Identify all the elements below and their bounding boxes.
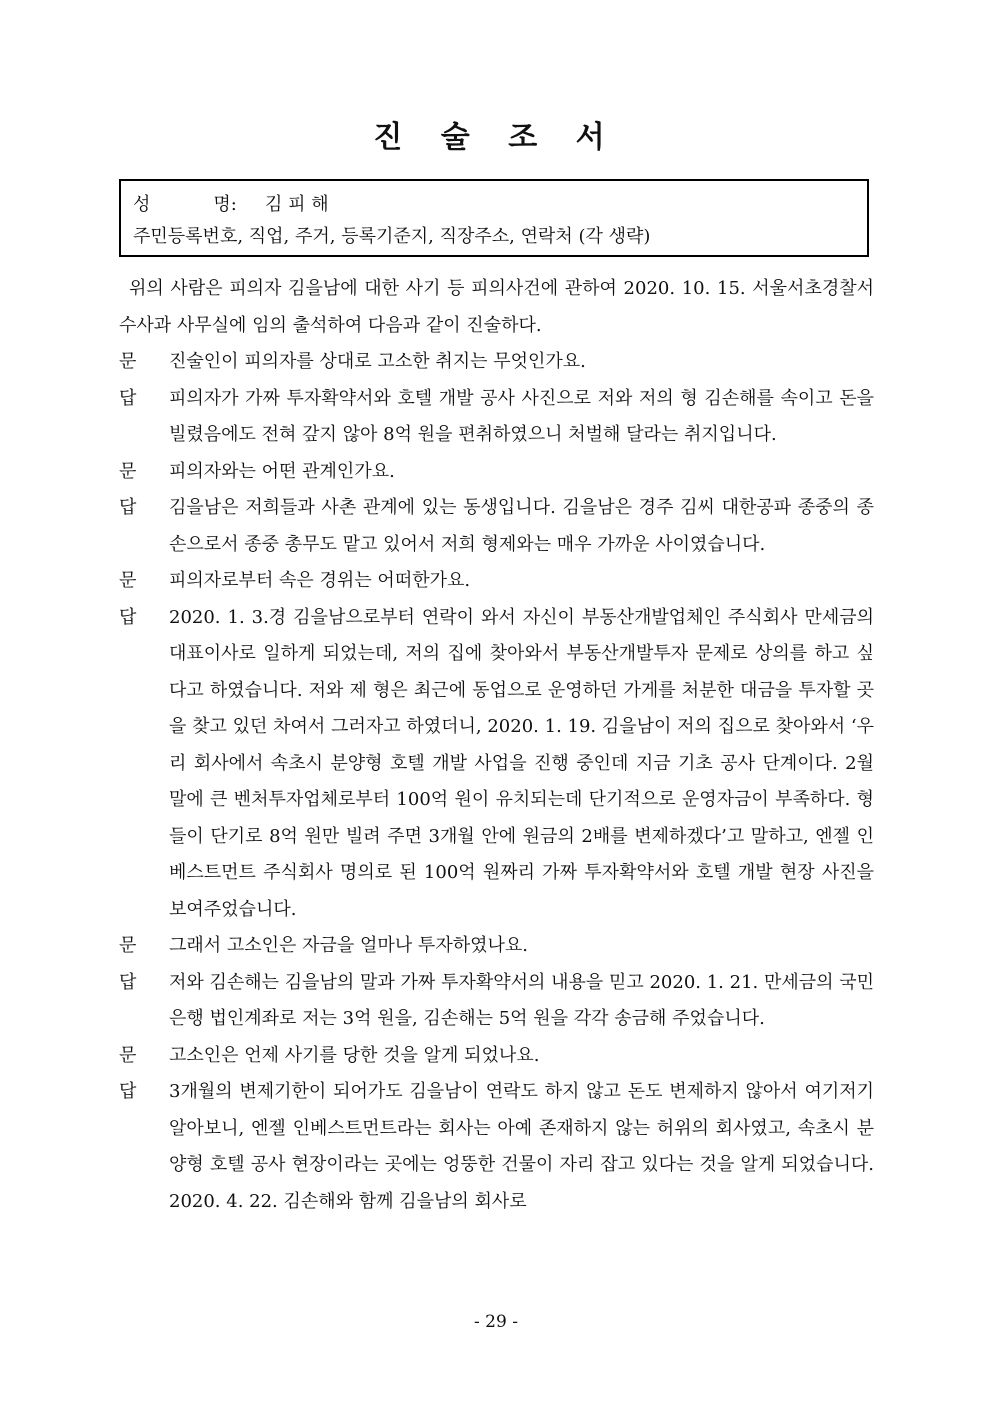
details-line: 주민등록번호, 직업, 주거, 등록기준지, 직장주소, 연락처 (각 생략)	[133, 226, 651, 247]
answer-text: 피의자가 가짜 투자확약서와 호텔 개발 공사 사진으로 저와 저의 형 김손해를 속이고 돈을 빌렸음에도 전혀 갚지 않아 8억 원을 편취하였으니 처벌해 달라는 취지입니다.	[169, 387, 874, 445]
name-value: 김 피 해	[265, 194, 329, 215]
qa-item	[119, 454, 874, 491]
document-title: 진 술 조 서	[373, 120, 619, 155]
answer-text: 3개월의 변제기한이 되어가도 김을남이 연락도 하지 않고 돈도 변제하지 않아서 여기저기 알아보니, 엔젤 인베스트먼트라는 회사는 아예 존재하지 않는 허위의 회사였고, 속초시 분양형 호텔 공사 현장이라는 곳에는 엉뚱한 건물이 자리 잡고 있다는 것을 알게 되었습니다. 2020. 4. 22. 김손해와 함께 김을남의 회사로	[169, 1081, 874, 1212]
question-text: 그래서 고소인은 자금을 얼마나 투자하였나요.	[169, 935, 528, 956]
name-label: 성 명:	[133, 194, 237, 215]
question-label: 문	[119, 351, 137, 372]
question-text: 피의자와는 어떤 관계인가요.	[169, 460, 395, 482]
question-text: 진술인이 피의자를 상대로 고소한 취지는 무엇인가요.	[169, 351, 586, 372]
answer-label: 답	[119, 387, 137, 409]
question-text: 피의자로부터 속은 경위는 어떠한가요.	[169, 570, 471, 591]
qa-item	[119, 965, 874, 1038]
qa-item	[119, 563, 874, 600]
statement-body	[119, 271, 874, 1220]
question-label: 문	[119, 1044, 137, 1066]
answer-label: 답	[119, 497, 137, 518]
answer-text: 저와 김손해는 김을남의 말과 가짜 투자확약서의 내용을 믿고 2020. 1. 21. 만세금의 국민은행 법인계좌로 저는 3억 원을, 김손해는 5억 원을 각각 송금해 주었습니다.	[169, 971, 875, 1029]
qa-item	[119, 600, 874, 929]
question-label: 문	[119, 460, 137, 482]
qa-item	[119, 1038, 874, 1075]
name-line	[133, 189, 857, 221]
question-label: 문	[119, 570, 137, 591]
page-number: - 29 -	[474, 1312, 518, 1332]
intro-paragraph: 위의 사람은 피의자 김을남에 대한 사기 등 피의사건에 관하여 2020. 10. 15. 서울서초경찰서 수사과 사무실에 임의 출석하여 다음과 같이 진술하다.	[119, 278, 874, 336]
answer-text: 2020. 1. 3.경 김을남으로부터 연락이 와서 자신이 부동산개발업체인 주식회사 만세금의 대표이사로 일하게 되었는데, 저의 집에 찾아와서 부동산개발투자 문제로 상의를 하고 싶다고 하였습니다. 저와 제 형은 최근에 동업으로 운영하던 가게를 처분한 대금을 투자할 곳을 찾고 있던 차여서 그러자고 하였더니, 2020. 1. 19. 김을남이 저의 집으로 찾아와서 ‘우리 회사에서 속초시 분양형 호텔 개발 사업을 진행 중인데 지금 기초 공사 단계이다. 2월 말에 큰 벤처투자업체로부터 100억 원이 유치되는데 단기적으로 운영자금이 부족하다. 형들이 단기로 8억 원만 빌려 주면 3개월 안에 원금의 2배를 변제하겠다’고 말하고, 엔젤 인베스트먼트 주식회사 명의로 된 100억 원짜리 가짜 투자확약서와 호텔 개발 현장 사진을 보여주었습니다.	[169, 606, 874, 920]
qa-item	[119, 490, 874, 563]
person-info-box	[119, 179, 869, 257]
qa-item	[119, 344, 874, 381]
answer-text: 김을남은 저희들과 사촌 관계에 있는 동생입니다. 김을남은 경주 김씨 대한공파 종중의 종손으로서 종중 총무도 맡고 있어서 저희 형제와는 매우 가까운 사이였습니다.	[169, 497, 874, 555]
question-label: 문	[119, 935, 137, 956]
question-text: 고소인은 언제 사기를 당한 것을 알게 되었나요.	[169, 1044, 540, 1066]
qa-item	[119, 381, 874, 454]
answer-label: 답	[119, 606, 137, 628]
qa-item	[119, 928, 874, 965]
answer-label: 답	[119, 971, 137, 993]
answer-label: 답	[119, 1081, 137, 1102]
qa-item	[119, 1074, 874, 1220]
